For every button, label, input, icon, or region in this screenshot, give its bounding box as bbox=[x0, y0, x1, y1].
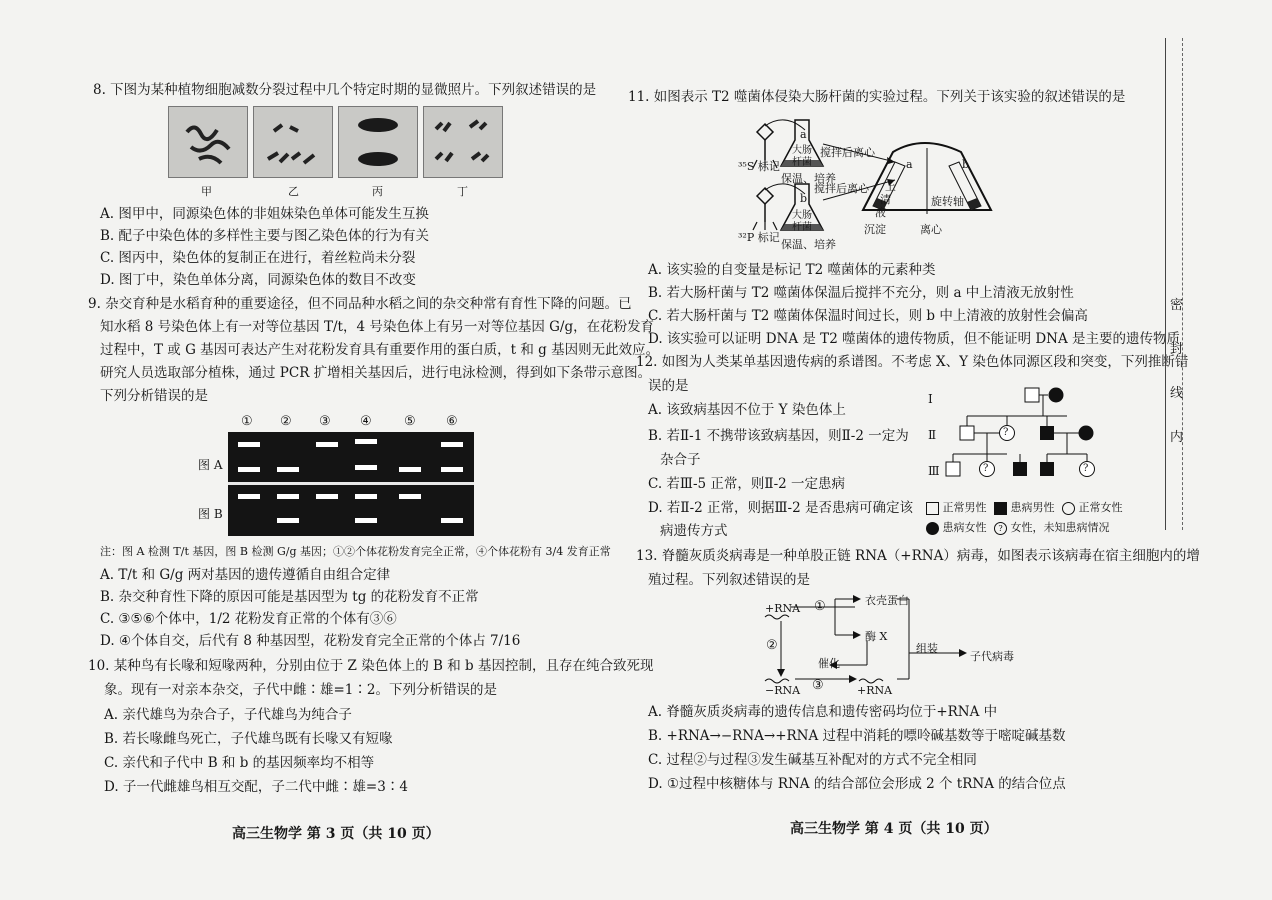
label-s35: ³⁵S 标记 bbox=[738, 160, 780, 173]
ecoli-label: 大肠 bbox=[792, 145, 812, 156]
micrograph-ding bbox=[423, 106, 503, 178]
rotor-a-label: a bbox=[906, 158, 913, 171]
margin-char: 线 bbox=[1170, 386, 1184, 401]
chromosome-image bbox=[254, 107, 332, 177]
gel-band bbox=[277, 518, 299, 523]
electrophoresis-gel bbox=[228, 432, 474, 536]
ecoli-label: 大肠 bbox=[792, 210, 812, 221]
chromosome-image bbox=[424, 107, 502, 177]
unknown-mark: ? bbox=[1003, 427, 1009, 438]
legend-text: 正常男性 bbox=[942, 501, 987, 514]
binding-dashed-line bbox=[1182, 38, 1183, 530]
assemble-label: 组装 bbox=[916, 642, 938, 655]
q9-line: 知水稻 8 号染色体上有一对等位基因 T/t，4 号染色体上有另一对等位基因 G/g，在花粉发育 bbox=[100, 319, 655, 335]
legend-symbol: ? bbox=[994, 522, 1007, 535]
axis-label: 旋转轴 bbox=[931, 195, 964, 208]
q10-line: 10. 某种鸟有长喙和短喙两种，分别由位于 Z 染色体上的 B 和 b 基因控制，且存在纯合致死现 bbox=[88, 658, 654, 674]
photo-label: 乙 bbox=[288, 185, 299, 198]
step-1-label: ① bbox=[814, 599, 826, 614]
micrograph-yi bbox=[253, 106, 333, 178]
gel-band bbox=[355, 465, 377, 470]
gel-band bbox=[441, 467, 463, 472]
lane-label: ⑥ bbox=[446, 414, 458, 429]
lane-label: ⑤ bbox=[404, 414, 416, 429]
ecoli-label: 杆菌 bbox=[792, 157, 812, 168]
generation-label: Ⅰ bbox=[928, 392, 933, 406]
q9-line: 研究人员选取部分植株，通过 PCR 扩增相关基因后，进行电泳检测，得到如下条带示意图。 bbox=[100, 365, 652, 381]
supernatant-label: 清 bbox=[880, 193, 891, 206]
gel-label-b: 图 B bbox=[198, 507, 223, 521]
pedigree-chart bbox=[940, 380, 1120, 490]
minus-rna-label: −RNA bbox=[765, 684, 801, 697]
unknown-mark: ? bbox=[1083, 463, 1089, 474]
page-footer-right: 高三生物学 第 4 页（共 10 页） bbox=[790, 821, 998, 837]
label-p32: ³²P 标记 bbox=[738, 231, 780, 244]
capsid-label: 衣壳蛋白 bbox=[865, 594, 909, 607]
generation-label: Ⅲ bbox=[928, 464, 940, 478]
legend-symbol bbox=[926, 522, 939, 535]
photo-label: 丁 bbox=[457, 185, 468, 198]
q12-option-c: C. 若Ⅲ-5 正常，则Ⅱ-2 一定患病 bbox=[648, 476, 846, 492]
q11-option-c: C. 若大肠杆菌与 T2 噬菌体保温时间过长，则 b 中上清液的放射性会偏高 bbox=[648, 308, 1088, 324]
gel-band bbox=[316, 494, 338, 499]
gel-divider bbox=[228, 482, 474, 485]
pedigree-legend bbox=[926, 499, 1123, 515]
q9-option-b: B. 杂交种育性下降的原因可能是基因型为 tg 的花粉发育不正常 bbox=[100, 589, 479, 605]
q9-line: 9. 杂交育种是水稻育种的重要途径，但不同品种水稻之间的杂交种常有育性下降的问题。已 bbox=[88, 296, 632, 312]
q10-option-d: D. 子一代雌雄鸟相互交配，子二代中雌∶雄=3∶4 bbox=[104, 779, 408, 795]
q11-option-b: B. 若大肠杆菌与 T2 噬菌体保温后搅拌不充分，则 a 中上清液无放射性 bbox=[648, 285, 1074, 301]
margin-char: 密 bbox=[1170, 298, 1184, 313]
gel-band bbox=[238, 494, 260, 499]
q12-option-d-cont: 病遗传方式 bbox=[660, 523, 728, 539]
gel-band bbox=[238, 467, 260, 472]
gel-band bbox=[355, 494, 377, 499]
step-2-label: ② bbox=[766, 638, 778, 653]
micrograph-jia bbox=[168, 106, 248, 178]
ecoli-label: 杆菌 bbox=[792, 222, 812, 233]
flask-a-label: a bbox=[800, 128, 807, 141]
q8-option-c: C. 图丙中，染色体的复制正在进行，着丝粒尚未分裂 bbox=[100, 250, 416, 266]
generation-label: Ⅱ bbox=[928, 428, 937, 442]
gel-band bbox=[399, 494, 421, 499]
gel-band bbox=[277, 467, 299, 472]
gel-band bbox=[441, 518, 463, 523]
q13-option-a: A. 脊髓灰质炎病毒的遗传信息和遗传密码均位于+RNA 中 bbox=[648, 704, 998, 720]
q9-option-a: A. T/t 和 G/g 两对基因的遗传遵循自由组合定律 bbox=[100, 567, 391, 583]
q13-stem: 13. 脊髓灰质炎病毒是一种单股正链 RNA（+RNA）病毒，如图表示该病毒在宿主细胞内的增 bbox=[636, 548, 1200, 564]
gel-band bbox=[355, 439, 377, 444]
q12-option-d: D. 若Ⅱ-2 正常，则据Ⅲ-2 是否患病可确定该 bbox=[648, 500, 914, 516]
lane-label: ① bbox=[241, 414, 253, 429]
legend-symbol bbox=[994, 502, 1007, 515]
q8-option-b: B. 配子中染色体的多样性主要与图乙染色体的行为有关 bbox=[100, 228, 430, 244]
pedigree-legend bbox=[926, 519, 1110, 535]
stir-label: 搅拌后离心 bbox=[814, 182, 869, 195]
photo-label: 丙 bbox=[372, 185, 383, 198]
q12-option-a: A. 该致病基因不位于 Y 染色体上 bbox=[648, 402, 846, 418]
legend-symbol bbox=[1062, 502, 1075, 515]
photo-label: 甲 bbox=[201, 185, 212, 198]
q12-option-b: B. 若Ⅱ-1 不携带该致病基因，则Ⅱ-2 一定为 bbox=[648, 428, 909, 444]
q9-option-c: C. ③⑤⑥个体中，1/2 花粉发育正常的个体有③⑥ bbox=[100, 611, 397, 627]
supernatant-label: 上 bbox=[885, 180, 896, 193]
q9-option-d: D. ④个体自交，后代有 8 种基因型，花粉发育完全正常的个体占 7/16 bbox=[100, 633, 521, 649]
progeny-label: 子代病毒 bbox=[970, 650, 1014, 663]
q10-line: 象。现有一对亲本杂交，子代中雌∶雄=1∶2。下列分析错误的是 bbox=[104, 682, 497, 698]
legend-text: 患病男性 bbox=[1010, 501, 1055, 514]
q12-stem: 12. 如图为人类某单基因遗传病的系谱图。不考虑 X、Y 染色体同源区段和突变，下列推断错 bbox=[636, 354, 1189, 370]
margin-char: 内 bbox=[1170, 430, 1184, 445]
plus-rna-label: +RNA bbox=[857, 684, 893, 697]
gel-label-a: 图 A bbox=[198, 458, 223, 472]
enzyme-label: 酶 X bbox=[865, 630, 888, 643]
q9-note: 注：图 A 检测 T/t 基因，图 B 检测 G/g 基因；①②个体花粉发育完全正常，④个体花粉有 3/4 发育正常 bbox=[100, 545, 611, 558]
plus-rna-label: +RNA bbox=[765, 602, 801, 615]
gel-band bbox=[399, 467, 421, 472]
q10-option-c: C. 亲代和子代中 B 和 b 的基因频率均不相等 bbox=[104, 755, 375, 771]
q8-option-d: D. 图丁中，染色单体分离，同源染色体的数目不改变 bbox=[100, 272, 416, 288]
page-footer-left: 高三生物学 第 3 页（共 10 页） bbox=[232, 826, 440, 842]
q10-option-a: A. 亲代雄鸟为杂合子，子代雄鸟为纯合子 bbox=[104, 707, 352, 723]
incubate-label: 保温、培养 bbox=[781, 172, 836, 185]
margin-char: 封 bbox=[1170, 342, 1184, 357]
legend-text: 患病女性 bbox=[942, 521, 987, 534]
step-3-label: ③ bbox=[812, 678, 824, 693]
q13-option-c: C. 过程②与过程③发生碱基互补配对的方式不完全相同 bbox=[648, 752, 977, 768]
unknown-mark: ? bbox=[983, 463, 989, 474]
binding-line bbox=[1165, 38, 1166, 530]
incubate-label: 保温、培养 bbox=[781, 238, 836, 251]
lane-label: ② bbox=[280, 414, 292, 429]
micrograph-bing bbox=[338, 106, 418, 178]
chromosome-image bbox=[169, 107, 247, 177]
q13-option-d: D. ①过程中核糖体与 RNA 的结合部位会形成 2 个 tRNA 的结合位点 bbox=[648, 776, 1066, 792]
gel-band bbox=[355, 518, 377, 523]
stir-label: 搅拌后离心 bbox=[820, 146, 875, 159]
q8-stem: 8. 下图为某种植物细胞减数分裂过程中几个特定时期的显微照片。下列叙述错误的是 bbox=[93, 82, 597, 98]
q9-line: 过程中，T 或 G 基因可表达产生对花粉发育具有重要作用的蛋白质，t 和 g 基因则无此效应。 bbox=[100, 342, 660, 358]
gel-band bbox=[441, 442, 463, 447]
rotor-b-label: b bbox=[962, 158, 970, 171]
q11-option-a: A. 该实验的自变量是标记 T2 噬菌体的元素种类 bbox=[648, 262, 936, 278]
lane-label: ④ bbox=[360, 414, 372, 429]
q11-stem: 11. 如图表示 T2 噬菌体侵染大肠杆菌的实验过程。下列关于该实验的叙述错误的是 bbox=[628, 89, 1126, 105]
flask-b-label: b bbox=[800, 192, 808, 205]
q10-option-b: B. 若长喙雌鸟死亡，子代雄鸟既有长喙又有短喙 bbox=[104, 731, 393, 747]
precipitate-label: 沉淀 bbox=[864, 223, 886, 236]
lane-label: ③ bbox=[319, 414, 331, 429]
q13-stem: 殖过程。下列叙述错误的是 bbox=[648, 572, 810, 588]
legend-text: 女性，未知患病情况 bbox=[1010, 521, 1110, 534]
centrifuge-label: 离心 bbox=[920, 223, 942, 236]
chromosome-image bbox=[339, 107, 417, 177]
legend-text: 正常女性 bbox=[1078, 501, 1123, 514]
q11-option-d: D. 该实验可以证明 DNA 是 T2 噬菌体的遗传物质，但不能证明 DNA 是主要的遗传物质 bbox=[648, 331, 1181, 347]
q12-stem: 误的是 bbox=[648, 378, 689, 394]
supernatant-label: 液 bbox=[875, 206, 886, 219]
q9-line: 下列分析错误的是 bbox=[100, 388, 208, 404]
catalyze-label: 催化 bbox=[818, 657, 840, 670]
gel-band bbox=[238, 442, 260, 447]
q13-option-b: B. +RNA→−RNA→+RNA 过程中消耗的嘌呤碱基数等于嘧啶碱基数 bbox=[648, 728, 1066, 744]
q8-option-a: A. 图甲中，同源染色体的非姐妹染色单体可能发生互换 bbox=[100, 206, 429, 222]
legend-symbol bbox=[926, 502, 939, 515]
gel-band bbox=[316, 442, 338, 447]
q12-option-b-cont: 杂合子 bbox=[660, 452, 701, 468]
gel-band bbox=[277, 494, 299, 499]
